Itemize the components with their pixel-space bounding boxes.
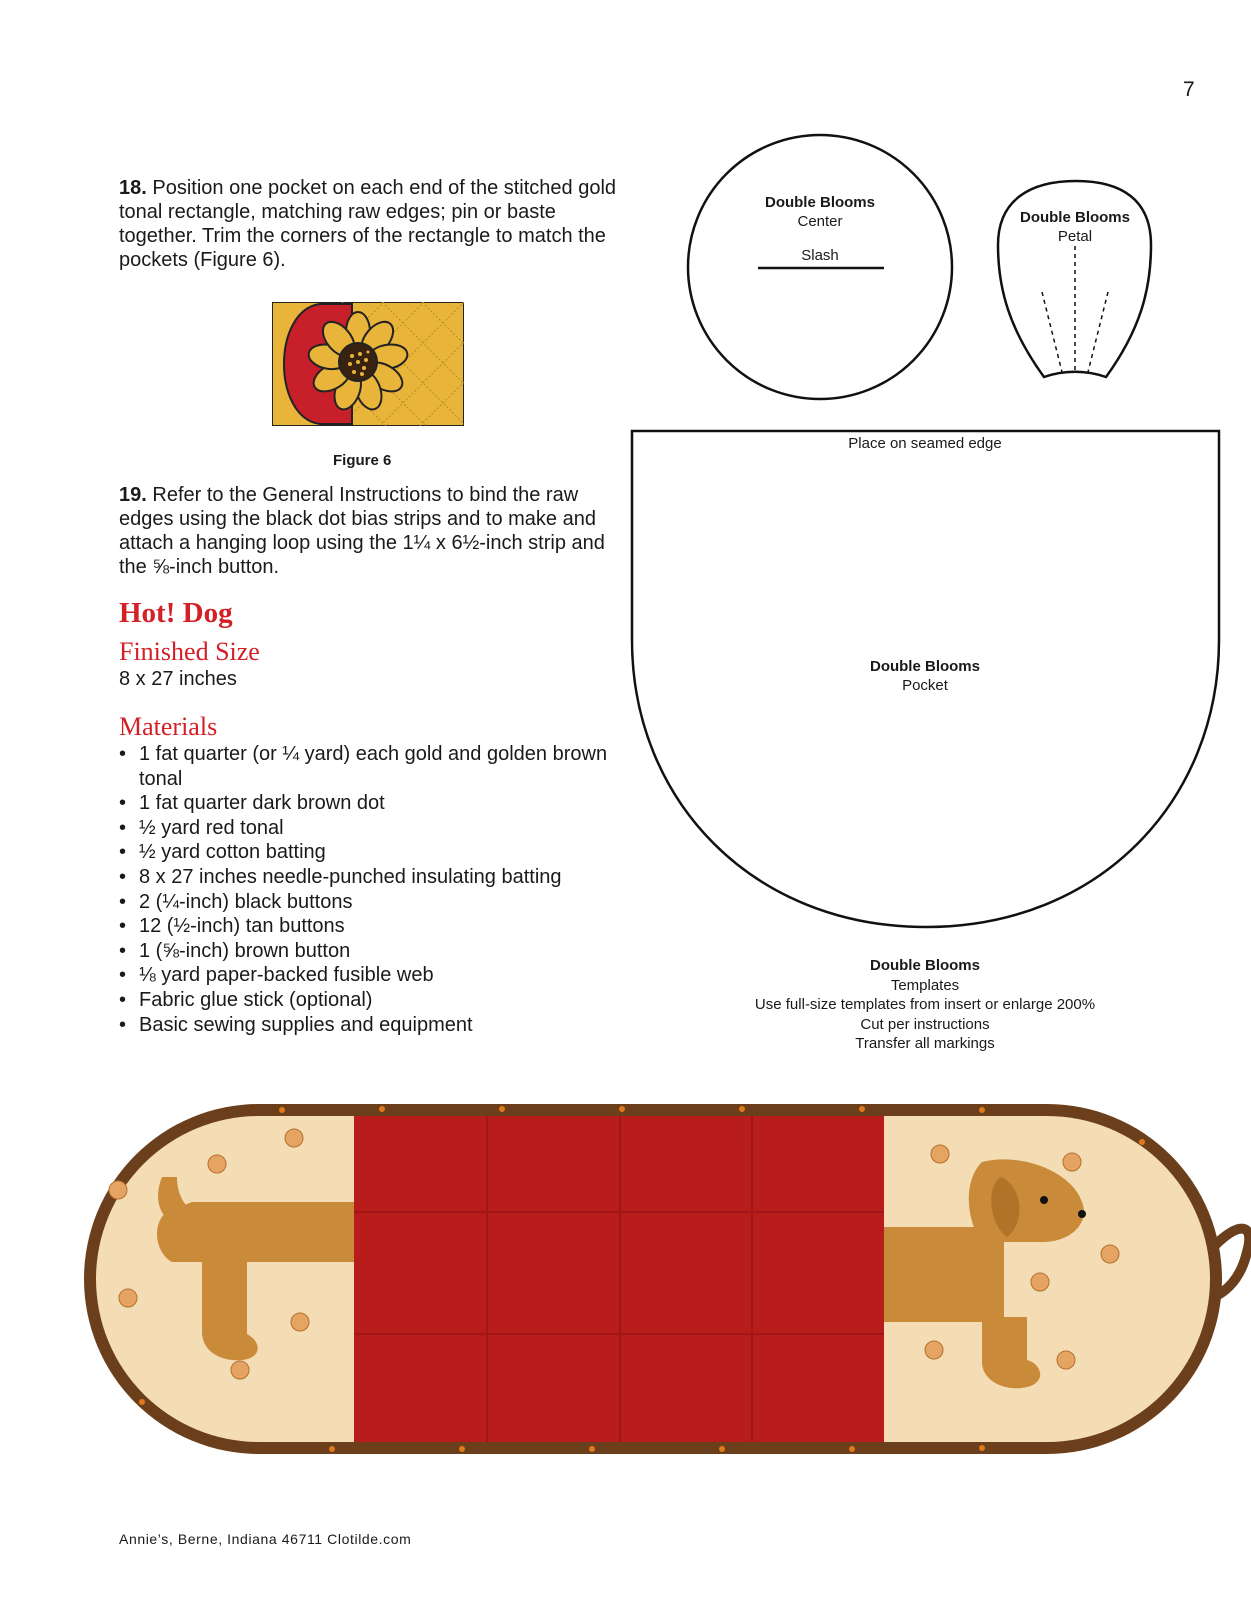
- petal-template-label: [1000, 208, 1150, 246]
- materials-heading: Materials: [119, 712, 218, 741]
- material-item: • Fabric glue stick (optional): [119, 988, 619, 1013]
- material-item: • ⅛ yard paper-backed fusible web: [119, 963, 619, 988]
- center-template-label: [740, 193, 900, 231]
- pocket-template-subtitle: Pocket: [902, 677, 948, 694]
- templates-caption: [700, 956, 1150, 1054]
- material-item: • 1 fat quarter (or ¼ yard) each gold and golden brown tonal: [119, 742, 619, 791]
- material-item: • ½ yard red tonal: [119, 816, 619, 841]
- center-template-subtitle: Center: [797, 213, 843, 230]
- pocket-template-label: [845, 657, 1005, 695]
- material-item: • 12 (½-inch) tan buttons: [119, 914, 619, 939]
- templates-caption-line: Use full-size templates from insert or enlarge 200%: [754, 996, 1096, 1013]
- templates-caption-title: Double Blooms: [869, 957, 980, 974]
- hot-dog-potholder-photo: [82, 1102, 1251, 1458]
- finished-size-value: 8 x 27 inches: [119, 668, 237, 690]
- material-item: • 2 (¼-inch) black buttons: [119, 890, 619, 915]
- material-item: • Basic sewing supplies and equipment: [119, 1013, 619, 1038]
- templates-caption-line: Templates: [890, 976, 960, 994]
- material-item: • 1 fat quarter dark brown dot: [119, 791, 619, 816]
- finished-size-heading: Finished Size: [119, 637, 260, 666]
- pocket-edge-label: Place on seamed edge: [848, 435, 1002, 452]
- step-18-text: Position one pocket on each end of the stitched gold tonal rectangle, matching raw edges; pin or baste together. Trim the corners of the rectangle to match the pockets (Figure 6).: [119, 177, 617, 271]
- templates-caption-line: Cut per instructions: [860, 1015, 990, 1033]
- page-number: 7: [1183, 78, 1195, 101]
- project-title: Hot! Dog: [119, 597, 233, 629]
- petal-template-subtitle: Petal: [1057, 228, 1093, 245]
- templates-caption-line: Transfer all markings: [855, 1035, 995, 1052]
- step-19-number: 19.: [119, 484, 147, 506]
- petal-template-title: Double Blooms: [1019, 209, 1130, 226]
- slash-label: Slash: [801, 247, 839, 264]
- center-template-title: Double Blooms: [764, 194, 875, 211]
- pocket-template-title: Double Blooms: [869, 658, 980, 675]
- material-item: • ½ yard cotton batting: [119, 840, 619, 865]
- material-item: • 8 x 27 inches needle-punched insulating batting: [119, 865, 619, 890]
- footer: Annie’s, Berne, Indiana 46711 Clotilde.com: [119, 1531, 412, 1547]
- material-item: • 1 (⅝-inch) brown button: [119, 939, 619, 964]
- step-19-text: Refer to the General Instructions to bind the raw edges using the black dot bias strips and to make and attach a hanging loop using the 1¼ x 6½-inch strip and the ⅝-inch button.: [119, 484, 605, 578]
- step-18-number: 18.: [119, 177, 147, 199]
- dog-eye: [1040, 1196, 1048, 1204]
- figure-6-caption: Figure 6: [333, 452, 392, 469]
- petal-dashed-lines: [1042, 246, 1108, 372]
- dog-nose: [1078, 1210, 1086, 1218]
